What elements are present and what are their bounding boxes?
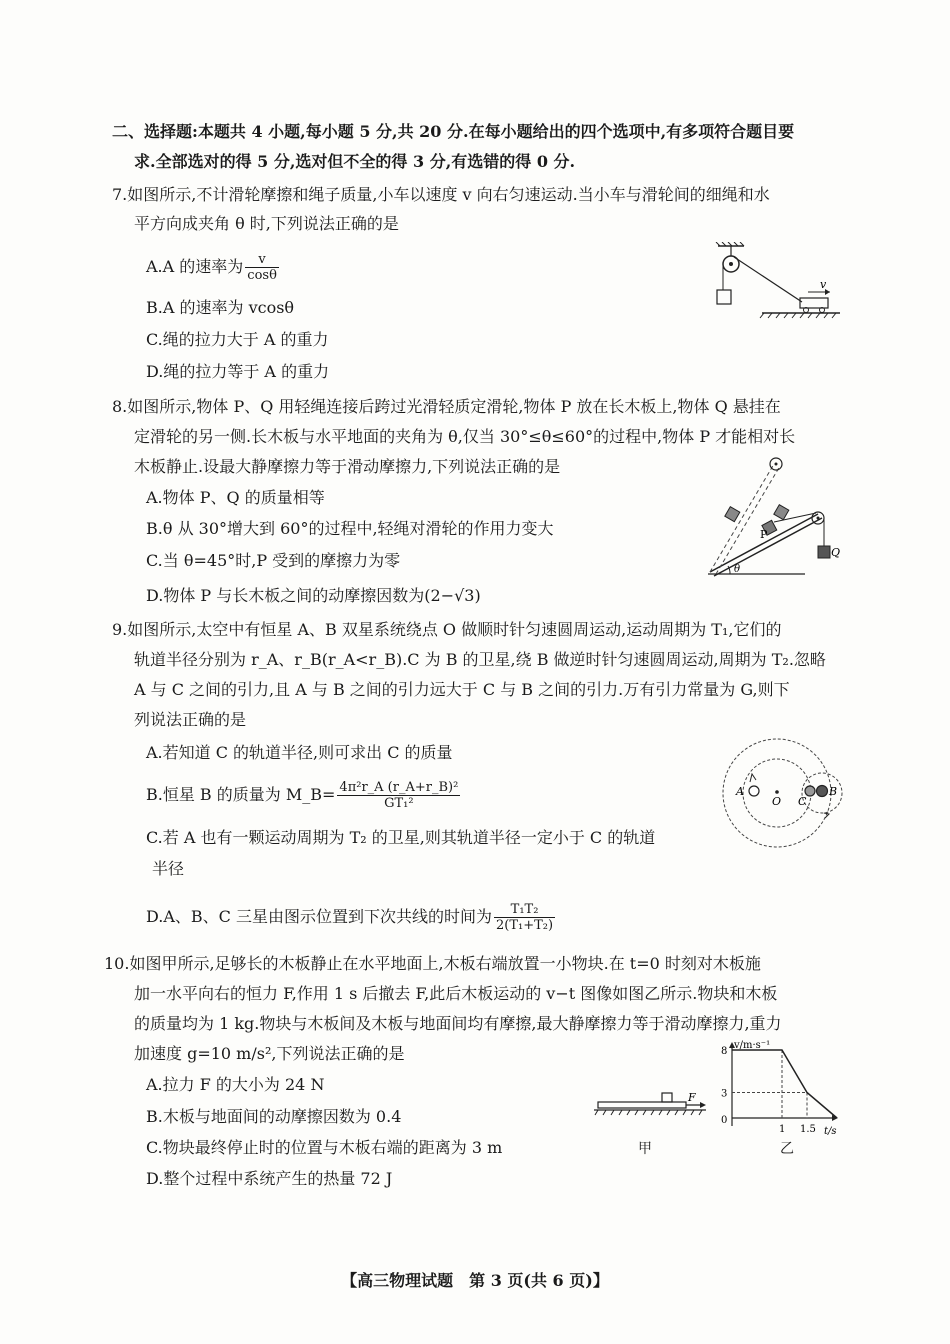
q10-graph-tick-8: 8 (721, 1046, 728, 1057)
q9-stem-line3: A 与 C 之间的引力,且 A 与 B 之间的引力远大于 C 与 B 之间的引力.万有引力常量为 G,则下 (134, 680, 790, 699)
q8-option-a: A.物体 P、Q 的质量相等 (146, 488, 325, 507)
q7-stem-line2: 平方向成夹角 θ 时,下列说法正确的是 (134, 214, 399, 233)
q9-option-c-line1: C.若 A 也有一颗运动周期为 T₂ 的卫星,则其轨道半径一定小于 C 的轨道 (146, 828, 656, 847)
q7-pulley-cart-figure (712, 242, 842, 322)
q8-option-b: B.θ 从 30°增大到 60°的过程中,轻绳对滑轮的作用力变大 (146, 519, 554, 538)
q9-figure-label-a: A (736, 785, 744, 798)
q9-figure-label-c: C (798, 795, 807, 808)
q7-figure-label-v: v (820, 278, 827, 291)
q8-option-c: C.当 θ=45°时,P 受到的摩擦力为零 (146, 551, 401, 570)
q8-figure-label-theta: θ (734, 564, 741, 575)
q8-stem-line1: 8.如图所示,物体 P、Q 用轻绳连接后跨过光滑轻质定滑轮,物体 P 放在长木板上,物体 Q 悬挂在 (112, 397, 781, 416)
q9-binary-star-figure (722, 738, 852, 848)
q8-incline-pulley-figure (700, 452, 840, 580)
q7-stem-line1: 7.如图所示,不计滑轮摩擦和绳子质量,小车以速度 v 向右匀速运动.当小车与滑轮间的细绳和水 (112, 185, 770, 204)
q10-stem-line4: 加速度 g=10 m/s²,下列说法正确的是 (134, 1044, 405, 1063)
q7-option-c: C.绳的拉力大于 A 的重力 (146, 330, 329, 349)
q9-stem-line1: 9.如图所示,太空中有恒星 A、B 双星系统绕点 O 做顺时针匀速圆周运动,运动周期为 T₁,它们的 (112, 620, 782, 639)
q9-option-b (146, 780, 462, 811)
q8-stem-line3: 木板静止.设最大静摩擦力等于滑动摩擦力,下列说法正确的是 (134, 457, 561, 476)
q7-option-b: B.A 的速率为 vcosθ (146, 298, 295, 317)
q10-graph-velocity-line (732, 1050, 837, 1118)
q9-option-c-line2: 半径 (152, 859, 185, 878)
q9-option-a: A.若知道 C 的轨道半径,则可求出 C 的质量 (146, 743, 453, 762)
q9-stem-line2: 轨道半径分别为 r_A、r_B(r_A<r_B).C 为 B 的卫星,绕 B 做逆时针匀速圆周运动,周期为 T₂.忽略 (134, 650, 826, 669)
q10-graph-tick-1: 1 (779, 1124, 786, 1135)
q8-option-d: D.物体 P 与长木板之间的动摩擦因数为(2−√3) (146, 586, 481, 605)
q7-option-a (146, 252, 281, 283)
q9-figure-label-b: B (829, 785, 838, 798)
q10-stem-line3: 的质量均为 1 kg.物块与木板间及木板与地面间均有摩擦,最大静摩擦力等于滑动摩擦力,重力 (134, 1014, 782, 1033)
q10-figure-yi-caption: 乙 (780, 1141, 794, 1157)
q9-option-b-fraction (337, 780, 460, 811)
q10-option-b: B.木板与地面间的动摩擦因数为 0.4 (146, 1107, 402, 1126)
q10-graph-xlabel: t/s (824, 1126, 837, 1136)
q7-option-a-numerator: v (245, 252, 279, 268)
q9-option-d (146, 902, 557, 933)
q9-option-d-text: D.A、B、C 三星由图示位置到下次共线的时间为 (146, 907, 492, 926)
q10-stem-line1: 10.如图甲所示,足够长的木板静止在水平地面上,木板右端放置一小物块.在 t=0 时刻对木板施 (104, 954, 761, 973)
q9-option-b-denominator: GT₁² (384, 796, 414, 811)
q9-stem-line4: 列说法正确的是 (134, 710, 247, 729)
q10-figure-jia-caption: 甲 (638, 1141, 652, 1157)
q10-graph-ylabel: v/m·s⁻¹ (734, 1040, 771, 1051)
q10-vt-graph (716, 1040, 844, 1136)
q10-figure-force-label: F (688, 1091, 696, 1104)
q8-figure-label-q: Q (831, 546, 840, 559)
q7-option-a-text: A.A 的速率为 (146, 257, 244, 276)
q7-option-a-fraction (245, 252, 279, 283)
q7-option-a-denominator: cosθ (247, 268, 277, 283)
q9-option-b-numerator: 4π²r_A (r_A+r_B)² (339, 780, 459, 795)
q8-stem-line2: 定滑轮的另一侧.长木板与水平地面的夹角为 θ,仅当 30°≤θ≤60°的过程中,物体 P 才能相对长 (134, 427, 796, 446)
q8-figure-label-p: P (760, 528, 768, 541)
q10-option-a: A.拉力 F 的大小为 24 N (146, 1075, 325, 1094)
q10-graph-tick-1-5: 1.5 (800, 1124, 816, 1135)
q10-option-d: D.整个过程中系统产生的热量 72 J (146, 1169, 393, 1188)
page-footer: 【高三物理试题 第 3 页(共 6 页)】 (341, 1271, 609, 1290)
q10-graph-tick-3: 3 (721, 1088, 728, 1100)
q10-vt-graph-svg (716, 1040, 844, 1136)
section-heading-line1: 二、选择题:本题共 4 小题,每小题 5 分,共 20 分.在每小题给出的四个选项中,有多项符合题目要 (112, 122, 795, 141)
q9-figure-label-o: O (772, 795, 782, 808)
q9-option-d-fraction (494, 902, 555, 933)
q7-option-d: D.绳的拉力等于 A 的重力 (146, 362, 330, 381)
q10-option-c: C.物块最终停止时的位置与木板右端的距离为 3 m (146, 1138, 503, 1157)
q10-stem-line2: 加一水平向右的恒力 F,作用 1 s 后撤去 F,此后木板运动的 v−t 图像如图乙所示.物块和木板 (134, 984, 778, 1003)
section-heading-line2: 求.全部选对的得 5 分,选对但不全的得 3 分,有选错的得 0 分. (134, 152, 576, 171)
q10-board-figure (594, 1088, 714, 1118)
q9-option-d-numerator: T₁T₂ (494, 902, 555, 918)
q9-option-b-text: B.恒星 B 的质量为 M_B= (146, 785, 336, 804)
q10-graph-origin: 0 (721, 1115, 728, 1126)
q9-option-d-denominator: 2(T₁+T₂) (496, 918, 554, 933)
